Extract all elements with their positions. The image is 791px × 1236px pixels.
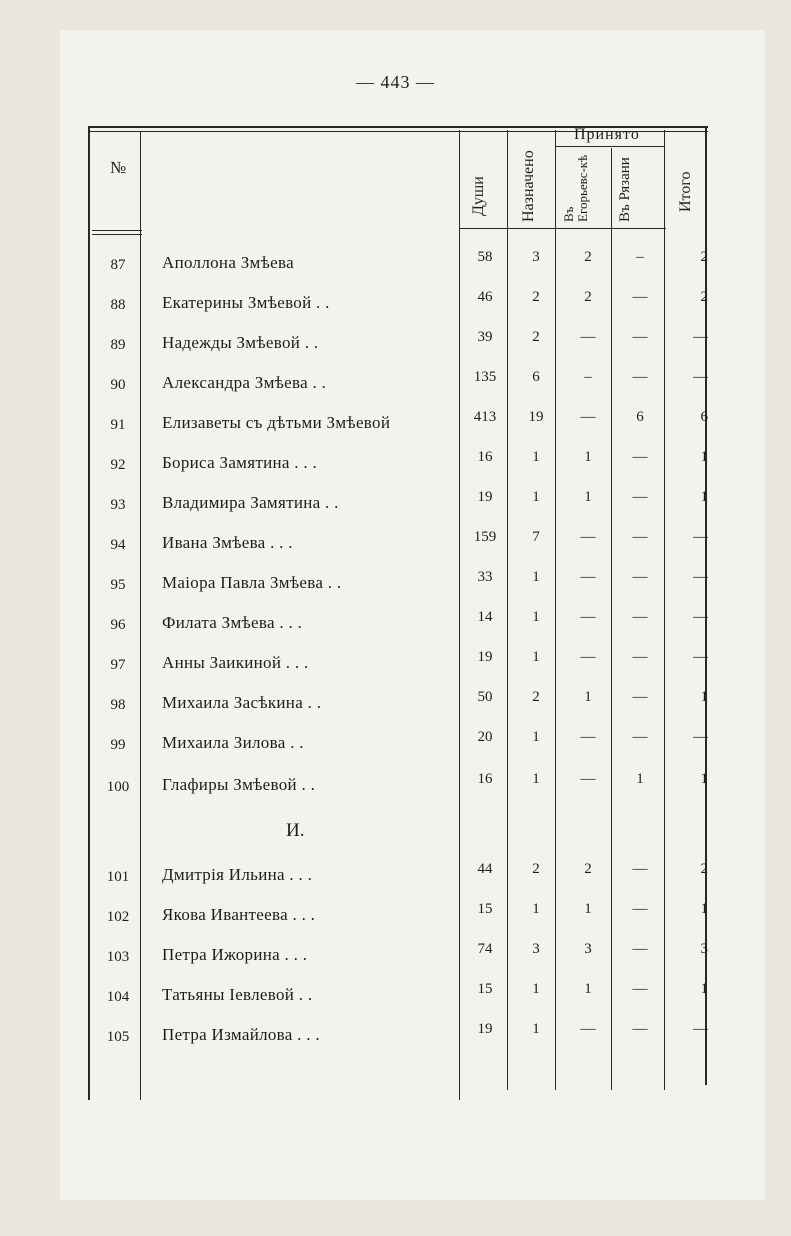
cell-dushi: 15 (477, 981, 493, 997)
cell-egor: 1 (584, 689, 592, 705)
cell-num: 89 (110, 337, 126, 353)
cell-name: Петра Ижорина . . . (162, 945, 308, 964)
cell-ryaz: 6 (636, 409, 644, 425)
cell-itogo: — (693, 609, 708, 625)
cell-num: 95 (110, 577, 126, 593)
cell-nazn: 7 (532, 529, 540, 545)
cell-dushi: 135 (473, 369, 497, 385)
cell-ryaz: 1 (636, 771, 644, 787)
cell-itogo: — (693, 1021, 708, 1037)
cell-num: 93 (110, 497, 126, 513)
cell-num: 104 (106, 989, 130, 1005)
cell-ryaz: — (632, 289, 648, 305)
cell-dushi: 15 (477, 901, 493, 917)
cell-num: 94 (110, 537, 126, 553)
prinyato-underline (556, 146, 664, 147)
cell-itogo: — (693, 369, 708, 385)
table-row (0, 1020, 791, 1060)
cell-dushi: 16 (477, 449, 493, 465)
cell-itogo: 2 (700, 249, 708, 265)
cell-name: Владимира Замятина . . (162, 493, 339, 512)
cell-name: Александра Змѣева . . (162, 373, 327, 392)
cell-egor: — (580, 329, 596, 345)
cell-nazn: 2 (532, 861, 540, 877)
cell-num: 92 (110, 457, 126, 473)
cell-num: 87 (110, 257, 126, 273)
cell-ryaz: — (632, 689, 648, 705)
cell-itogo: — (693, 649, 708, 665)
cell-dushi: 16 (477, 771, 493, 787)
cell-itogo: — (693, 329, 708, 345)
cell-num: 105 (106, 1029, 130, 1045)
cell-egor: – (584, 369, 592, 385)
cell-dushi: 46 (477, 289, 493, 305)
cell-nazn: 2 (532, 329, 540, 345)
cell-ryaz: — (632, 449, 648, 465)
cell-itogo: 1 (700, 689, 708, 705)
cell-itogo: 1 (700, 901, 708, 917)
cell-dushi: 413 (473, 409, 497, 425)
cell-nazn: 1 (532, 449, 540, 465)
header-ryazan: Въ Рязани (617, 157, 633, 222)
cell-dushi: 58 (477, 249, 493, 265)
cell-ryaz: — (632, 329, 648, 345)
cell-egor: 3 (584, 941, 592, 957)
cell-ryaz: — (632, 981, 648, 997)
cell-num: 100 (106, 779, 130, 795)
cell-itogo: — (693, 529, 708, 545)
cell-nazn: 1 (532, 981, 540, 997)
cell-name: Глафиры Змѣевой . . (162, 775, 316, 794)
cell-num: 99 (110, 737, 126, 753)
data-header-rule (460, 228, 666, 229)
cell-itogo: — (693, 729, 708, 745)
cell-name: Филата Змѣева . . . (162, 613, 303, 632)
cell-nazn: 1 (532, 609, 540, 625)
cell-ryaz: — (632, 489, 648, 505)
cell-egor: 2 (584, 861, 592, 877)
cell-egor: 1 (584, 489, 592, 505)
cell-dushi: 14 (477, 609, 493, 625)
cell-nazn: 19 (528, 409, 544, 425)
cell-dushi: 159 (473, 529, 497, 545)
header-naznacheno: Назначено (520, 150, 537, 222)
cell-ryaz: — (632, 1021, 648, 1037)
cell-egor: 2 (584, 289, 592, 305)
cell-name: Петра Измайлова . . . (162, 1025, 320, 1044)
cell-itogo: 2 (700, 289, 708, 305)
cell-nazn: 2 (532, 289, 540, 305)
cell-ryaz: — (632, 941, 648, 957)
cell-name: Бориса Замятина . . . (162, 453, 318, 472)
cell-egor: — (580, 729, 596, 745)
cell-name: Елизаветы съ дѣтьми Змѣевой (162, 413, 391, 432)
cell-egor: 1 (584, 449, 592, 465)
table-row (0, 728, 791, 768)
cell-nazn: 1 (532, 489, 540, 505)
cell-name: Аполлона Змѣева (162, 253, 294, 272)
cell-name: Якова Ивантеева . . . (162, 905, 316, 924)
cell-num: 97 (110, 657, 126, 673)
header-number-symbol: № (110, 158, 127, 177)
cell-nazn: 1 (532, 771, 540, 787)
cell-dushi: 39 (477, 329, 493, 345)
cell-egor: — (580, 609, 596, 625)
cell-ryaz: – (636, 249, 644, 265)
header-prinyato: Принято (574, 126, 640, 143)
section-letter: И. (286, 820, 305, 841)
cell-name: Дмитрія Ильина . . . (162, 865, 313, 884)
cell-nazn: 2 (532, 689, 540, 705)
cell-num: 90 (110, 377, 126, 393)
page-number: — 443 — (356, 72, 435, 92)
cell-egor: — (580, 649, 596, 665)
cell-dushi: 20 (477, 729, 493, 745)
cell-dushi: 19 (477, 649, 493, 665)
cell-name: Анны Заикиной . . . (162, 653, 309, 672)
cell-egor: — (580, 409, 596, 425)
cell-ryaz: — (632, 569, 648, 585)
cell-ryaz: — (632, 729, 648, 745)
cell-name: Маіора Павла Змѣева . . (162, 573, 342, 592)
cell-num: 91 (110, 417, 126, 433)
cell-itogo: 1 (700, 489, 708, 505)
cell-num: 96 (110, 617, 126, 633)
cell-num: 102 (106, 909, 130, 925)
cell-itogo: 3 (700, 941, 708, 957)
cell-ryaz: — (632, 649, 648, 665)
cell-egor: — (580, 569, 596, 585)
cell-nazn: 1 (532, 729, 540, 745)
header-itogo: Итого (677, 171, 694, 212)
cell-egor: 1 (584, 901, 592, 917)
cell-dushi: 19 (477, 489, 493, 505)
cell-itogo: 1 (700, 771, 708, 787)
header-bottom-rule (92, 230, 142, 231)
cell-nazn: 3 (532, 941, 540, 957)
header-bottom-rule-2 (92, 234, 142, 235)
cell-egor: 1 (584, 981, 592, 997)
cell-name: Надежды Змѣевой . . (162, 333, 319, 352)
cell-itogo: 2 (700, 861, 708, 877)
cell-egor: — (580, 1021, 596, 1037)
cell-ryaz: — (632, 369, 648, 385)
cell-ryaz: — (632, 609, 648, 625)
cell-num: 98 (110, 697, 126, 713)
cell-itogo: — (693, 569, 708, 585)
cell-dushi: 44 (477, 861, 493, 877)
cell-name: Екатерины Змѣевой . . (162, 293, 330, 312)
cell-nazn: 1 (532, 1021, 540, 1037)
cell-egor: — (580, 529, 596, 545)
cell-nazn: 6 (532, 369, 540, 385)
table-row (0, 770, 791, 810)
cell-num: 101 (106, 869, 130, 885)
cell-name: Татьяны Іевлевой . . (162, 985, 313, 1004)
cell-itogo: 1 (700, 449, 708, 465)
cell-dushi: 33 (477, 569, 493, 585)
cell-ryaz: — (632, 901, 648, 917)
cell-itogo: 1 (700, 981, 708, 997)
cell-nazn: 1 (532, 649, 540, 665)
cell-ryaz: — (632, 861, 648, 877)
cell-nazn: 3 (532, 249, 540, 265)
cell-nazn: 1 (532, 569, 540, 585)
cell-name: Ивана Змѣева . . . (162, 533, 293, 552)
cell-nazn: 1 (532, 901, 540, 917)
cell-num: 88 (110, 297, 126, 313)
cell-dushi: 74 (477, 941, 493, 957)
cell-egor: — (580, 771, 596, 787)
cell-dushi: 19 (477, 1021, 493, 1037)
cell-egor: 2 (584, 249, 592, 265)
cell-num: 103 (106, 949, 130, 965)
cell-name: Михаила Засѣкина . . (162, 693, 322, 712)
cell-itogo: 6 (700, 409, 708, 425)
header-egoryevsk: Въ Егорьевс-кѣ (561, 154, 590, 222)
header-dushi: Души (470, 176, 487, 216)
cell-ryaz: — (632, 529, 648, 545)
cell-name: Михаила Зилова . . (162, 733, 304, 752)
cell-dushi: 50 (477, 689, 493, 705)
